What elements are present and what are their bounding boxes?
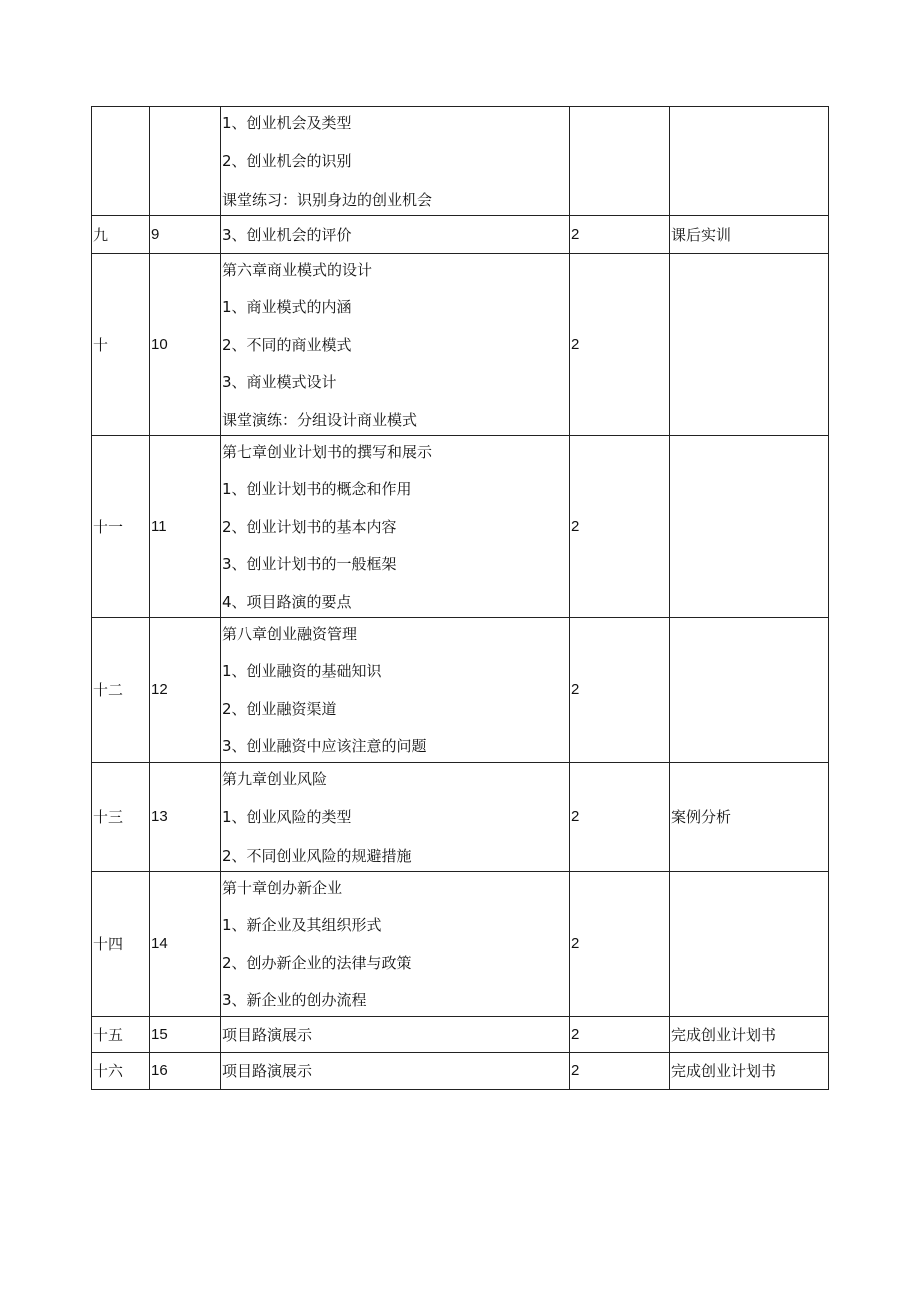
session-number-cell xyxy=(150,618,221,763)
hours-cell xyxy=(570,618,670,763)
session-number-cell-text: 12 xyxy=(151,681,168,698)
content-line: 第八章创业融资管理 xyxy=(222,624,358,643)
content-line: 课堂演练：分组设计商业模式 xyxy=(222,410,418,429)
week-cell xyxy=(92,254,150,436)
content-lines xyxy=(222,225,569,245)
session-number-cell-text: 10 xyxy=(151,335,168,353)
hours-cell xyxy=(570,1017,670,1053)
session-number-cell xyxy=(150,1017,221,1053)
hours-cell-text: 2 xyxy=(571,517,580,535)
note-cell xyxy=(670,872,829,1017)
content-cell xyxy=(221,216,570,254)
note-cell xyxy=(670,436,829,618)
week-cell-text: 十二 xyxy=(93,681,124,699)
table-row xyxy=(92,1017,829,1053)
week-cell-text: 十一 xyxy=(93,517,124,536)
schedule-body xyxy=(92,107,829,1090)
session-number-cell xyxy=(150,436,221,618)
content-cell xyxy=(221,763,570,872)
week-cell-text: 十五 xyxy=(93,1025,124,1044)
week-cell xyxy=(92,1053,150,1090)
content-cell xyxy=(221,618,570,763)
content-lines xyxy=(222,260,569,430)
content-cell xyxy=(221,254,570,436)
content-line: 3、新企业的创办流程 xyxy=(222,991,367,1010)
session-number-cell-text: 9 xyxy=(151,225,160,243)
session-number-cell-text: 15 xyxy=(151,1025,168,1043)
content-line: 第十章创办新企业 xyxy=(222,878,343,897)
content-cell xyxy=(221,1017,570,1053)
note-cell-text: 完成创业计划书 xyxy=(671,1025,777,1044)
content-line: 4、项目路演的要点 xyxy=(222,592,352,611)
hours-cell xyxy=(570,763,670,872)
table-row xyxy=(92,763,829,872)
content-line: 3、创业融资中应该注意的问题 xyxy=(222,737,427,756)
note-cell xyxy=(670,1053,829,1090)
note-cell xyxy=(670,216,829,254)
content-line: 3、创业计划书的一般框架 xyxy=(222,555,397,573)
session-number-cell xyxy=(150,254,221,436)
week-cell xyxy=(92,436,150,618)
note-cell-text: 完成创业计划书 xyxy=(671,1062,777,1080)
session-number-cell xyxy=(150,107,221,216)
content-line: 2、创业融资渠道 xyxy=(222,699,337,718)
week-cell xyxy=(92,1017,150,1053)
content-line: 2、创业计划书的基本内容 xyxy=(222,517,397,536)
week-cell xyxy=(92,763,150,872)
week-cell-text: 十三 xyxy=(93,808,124,826)
content-line: 3、创业机会的评价 xyxy=(222,225,352,244)
hours-cell xyxy=(570,1053,670,1090)
note-cell-text: 案例分析 xyxy=(671,808,732,826)
hours-cell-text: 2 xyxy=(571,225,580,243)
note-cell xyxy=(670,254,829,436)
week-cell xyxy=(92,618,150,763)
hours-cell-text: 2 xyxy=(571,335,580,353)
content-lines xyxy=(222,769,569,866)
content-line: 3、商业模式设计 xyxy=(222,373,337,391)
hours-cell-text: 2 xyxy=(571,681,580,698)
course-schedule-table xyxy=(91,106,829,1090)
hours-cell-text: 2 xyxy=(571,935,580,952)
content-line: 1、创业机会及类型 xyxy=(222,113,352,132)
hours-cell xyxy=(570,254,670,436)
content-cell xyxy=(221,436,570,618)
week-cell-text: 十四 xyxy=(93,935,124,953)
hours-cell xyxy=(570,436,670,618)
table-row xyxy=(92,107,829,216)
content-cell xyxy=(221,1053,570,1090)
content-line: 1、商业模式的内涵 xyxy=(222,298,352,316)
week-cell-text: 十 xyxy=(93,335,109,354)
content-lines xyxy=(222,624,569,757)
content-lines xyxy=(222,1061,569,1081)
table-row xyxy=(92,216,829,254)
content-line: 1、创业融资的基础知识 xyxy=(222,662,382,681)
content-lines xyxy=(222,1025,569,1045)
week-cell xyxy=(92,872,150,1017)
note-cell-text: 课后实训 xyxy=(671,225,732,244)
content-line: 第六章商业模式的设计 xyxy=(222,260,373,279)
note-cell xyxy=(670,618,829,763)
hours-cell xyxy=(570,107,670,216)
hours-cell-text: 2 xyxy=(571,808,580,825)
content-line: 项目路演展示 xyxy=(222,1062,313,1080)
content-line: 2、创办新企业的法律与政策 xyxy=(222,953,412,972)
session-number-cell-text: 13 xyxy=(151,808,168,825)
table-row xyxy=(92,618,829,763)
content-line: 1、新企业及其组织形式 xyxy=(222,916,382,935)
table-row xyxy=(92,1053,829,1090)
week-cell xyxy=(92,216,150,254)
hours-cell xyxy=(570,216,670,254)
table-row xyxy=(92,436,829,618)
session-number-cell xyxy=(150,872,221,1017)
table-row xyxy=(92,254,829,436)
note-cell xyxy=(670,763,829,872)
session-number-cell xyxy=(150,1053,221,1090)
hours-cell-text: 2 xyxy=(571,1062,580,1079)
hours-cell-text: 2 xyxy=(571,1025,580,1043)
content-line: 第九章创业风险 xyxy=(222,769,328,788)
content-lines xyxy=(222,878,569,1011)
content-line: 1、创业风险的类型 xyxy=(222,808,352,826)
session-number-cell-text: 16 xyxy=(151,1062,168,1079)
content-line: 第七章创业计划书的撰写和展示 xyxy=(222,442,433,461)
session-number-cell xyxy=(150,763,221,872)
content-line: 项目路演展示 xyxy=(222,1025,313,1044)
content-line: 课堂练习：识别身边的创业机会 xyxy=(222,190,433,209)
content-cell xyxy=(221,872,570,1017)
note-cell xyxy=(670,107,829,216)
content-lines xyxy=(222,442,569,612)
hours-cell xyxy=(570,872,670,1017)
week-cell-text: 九 xyxy=(93,225,109,244)
note-cell xyxy=(670,1017,829,1053)
content-line: 2、不同创业风险的规避措施 xyxy=(222,846,412,865)
content-lines xyxy=(222,113,569,210)
week-cell-text: 十六 xyxy=(93,1062,124,1080)
session-number-cell-text: 11 xyxy=(151,517,167,535)
session-number-cell xyxy=(150,216,221,254)
content-line: 2、不同的商业模式 xyxy=(222,335,352,354)
table-row xyxy=(92,872,829,1017)
content-line: 1、创业计划书的概念和作用 xyxy=(222,480,412,498)
content-line: 2、创业机会的识别 xyxy=(222,152,352,170)
week-cell xyxy=(92,107,150,216)
content-cell xyxy=(221,107,570,216)
session-number-cell-text: 14 xyxy=(151,935,168,952)
